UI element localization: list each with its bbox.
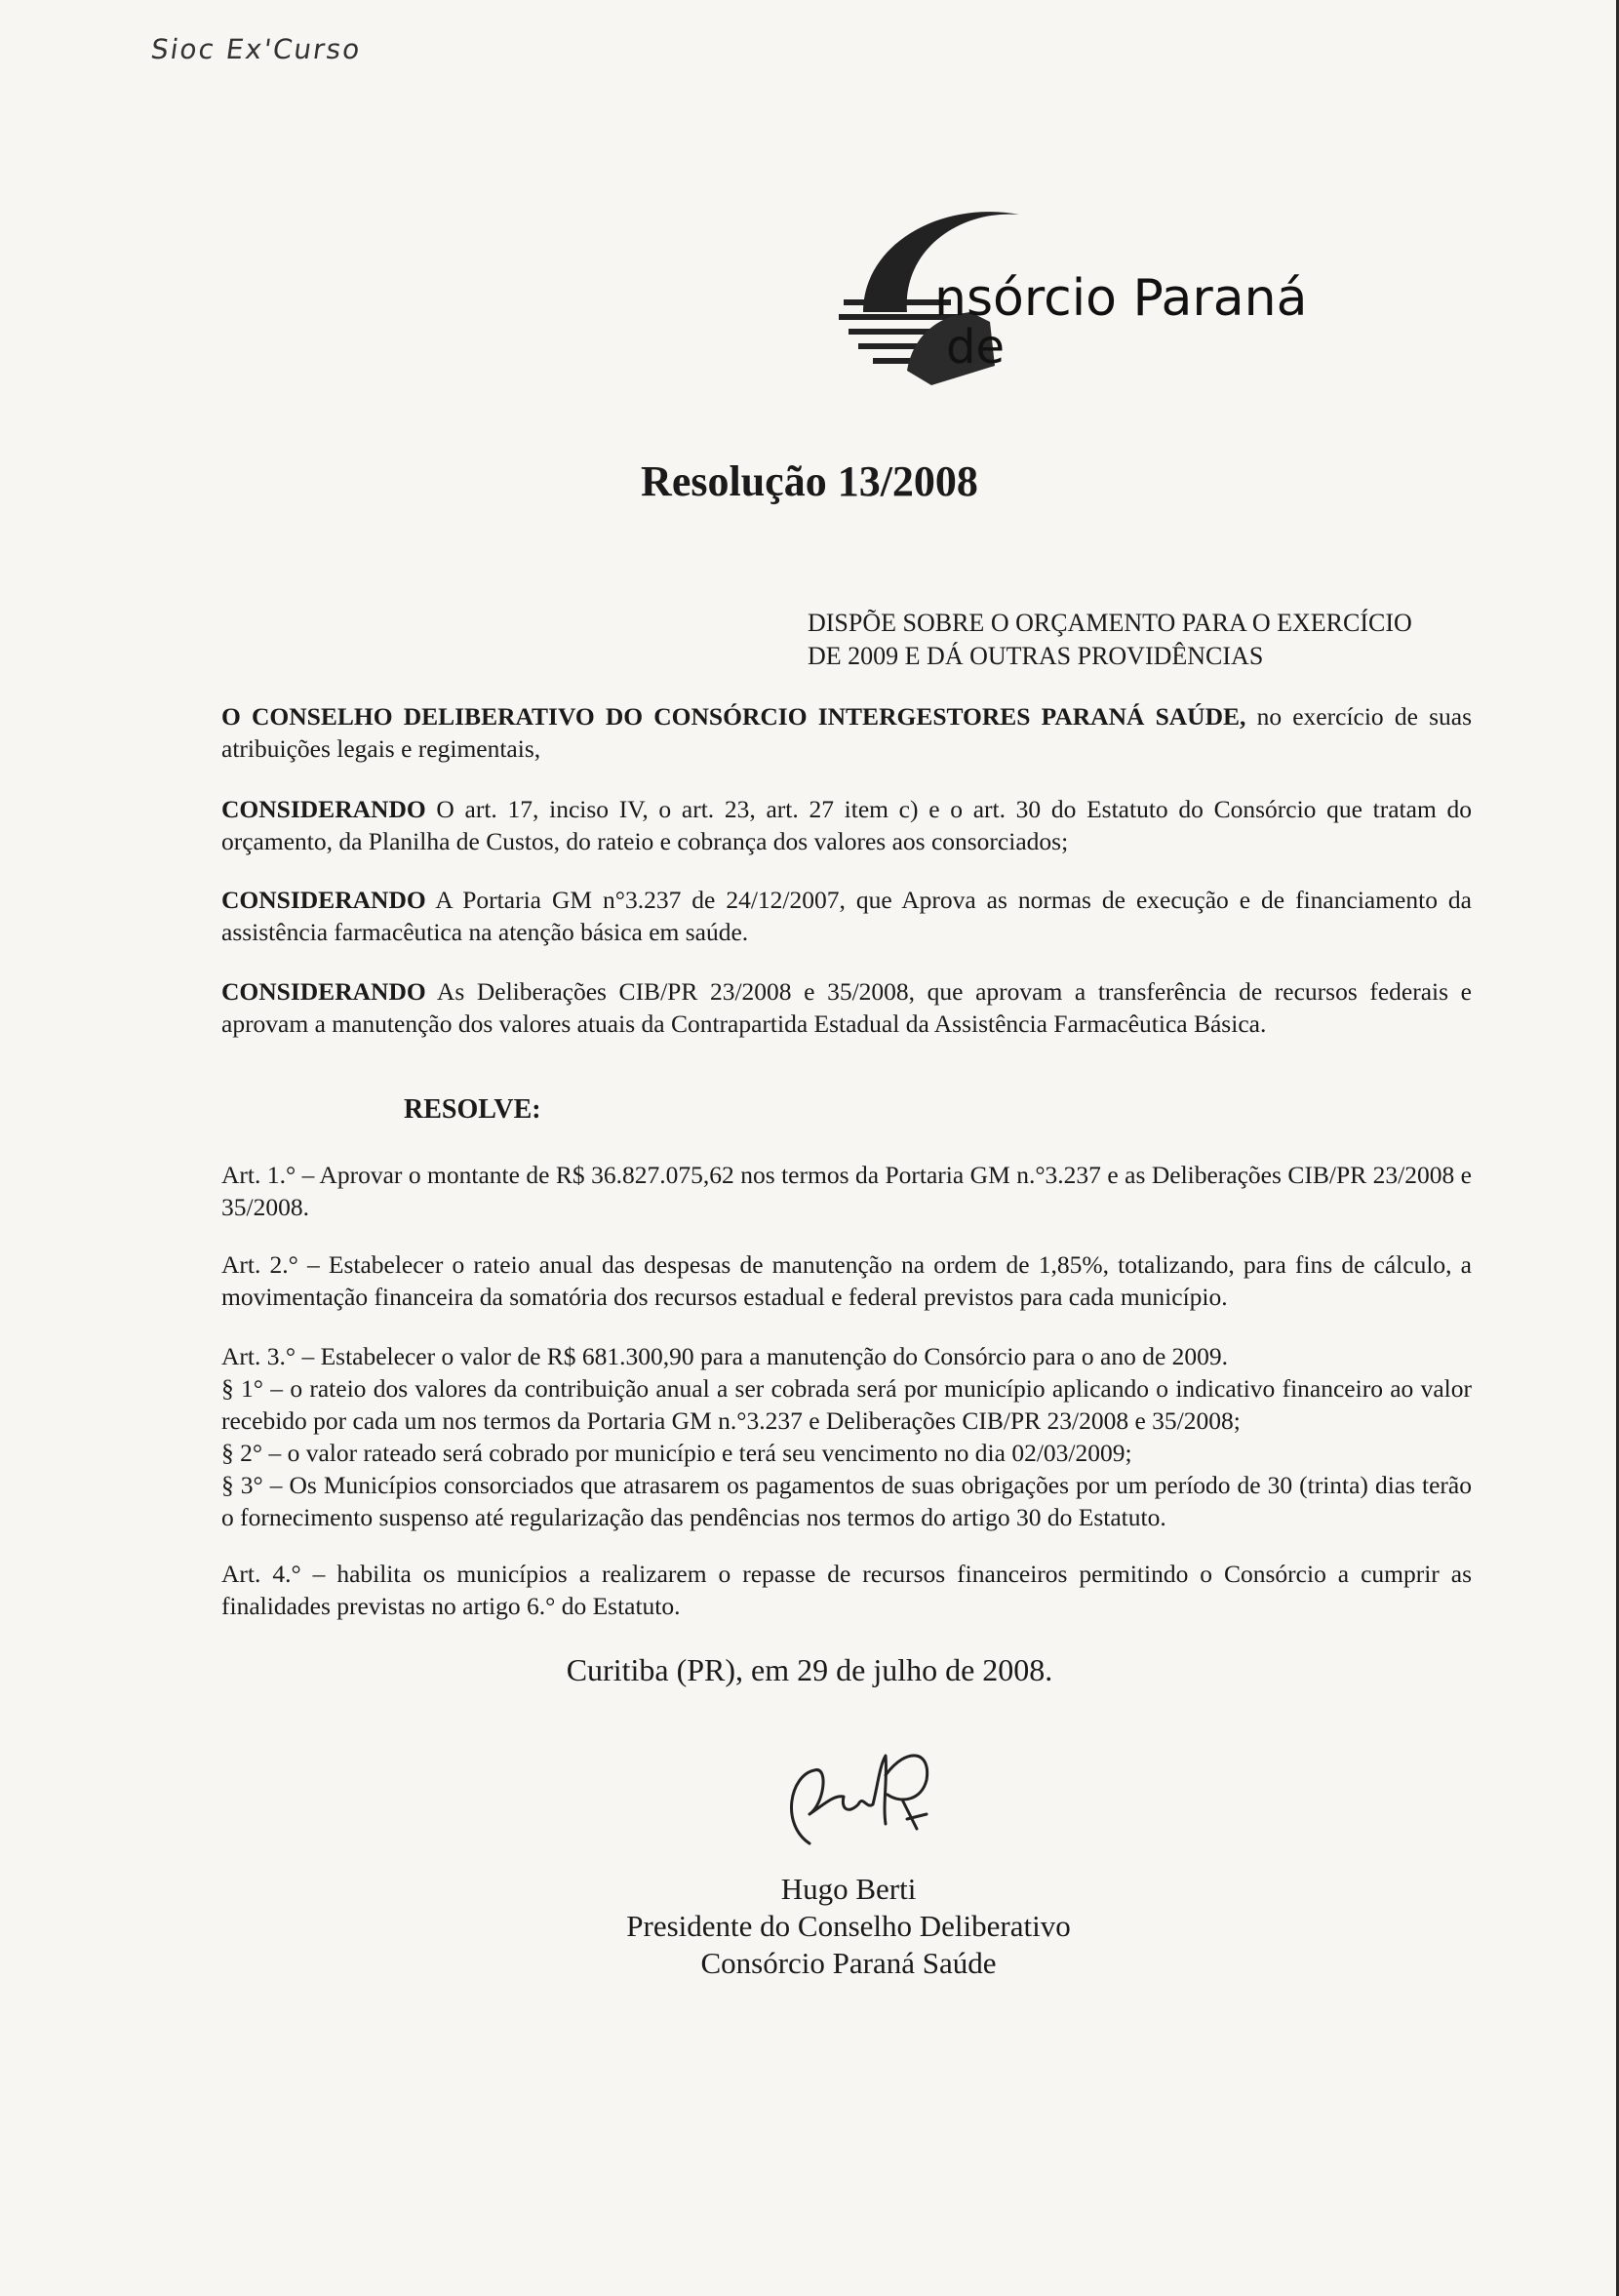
ementa [808,607,1490,673]
signatory-name: Hugo Berti [780,1872,917,1906]
closing-place-date: Curitiba (PR), em 29 de julho de 2008. [566,1652,1053,1687]
considerando-paragraph-1 [221,793,1472,857]
preamble-bold: O CONSELHO DELIBERATIVO DO CONSÓRCIO INTERGESTORES PARANÁ SAÚDE, [221,702,1246,731]
considerando-paragraph-2 [221,884,1472,948]
considerando-label: CONSIDERANDO [221,886,426,914]
preamble-rest: no exercício de suas atribuições legais e regimentais, [221,702,1472,763]
considerando-text: As Deliberações CIB/PR 23/2008 e 35/2008, que aprovam a transferência de recursos federais e aprovam a manutenção dos valores atuais da Contrapartida Estadual da Assistência Farmacêutica Básica. [221,977,1472,1038]
considerando-text: O art. 17, inciso IV, o art. 23, art. 27 item c) e o art. 30 do Estatuto do Consórcio que tratam do orçamento, da Planilha de Custos, do rateio e cobrança dos valores aos consorciados; [221,795,1472,855]
document-title: Resolução 13/2008 [641,457,978,505]
logo-text-line2: de [946,320,1005,375]
handwritten-note: Sioc Ex'Curso [148,33,364,65]
considerando-label: CONSIDERANDO [221,795,426,823]
resolve-heading: RESOLVE: [404,1094,541,1125]
article-3-paragraph-2: § 2° – o valor rateado será cobrado por município e terá seu vencimento no dia 02/03/2009; [221,1439,1132,1467]
ementa-line-2: DE 2009 E DÁ OUTRAS PROVIDÊNCIAS [808,642,1264,670]
article-4: Art. 4.° – habilita os municípios a realizarem o repasse de recursos financeiros permitindo o Consórcio a cumprir as finalidades previstas no artigo 6.° do Estatuto. [221,1560,1472,1620]
considerando-paragraph-3 [221,975,1472,1040]
logo-text-line1: nsórcio Paraná [934,269,1308,328]
article-3: Art. 3.° – Estabelecer o valor de R$ 681.300,90 para a manutenção do Consórcio para o ano de 2009. [221,1342,1229,1370]
preamble-paragraph [221,700,1472,765]
considerando-text: A Portaria GM n°3.237 de 24/12/2007, que Aprova as normas de execução e de financiamento da assistência farmacêutica na atenção básica em saúde. [221,886,1472,946]
signatory-block [566,1871,1131,1982]
article-3-paragraph-3: § 3° – Os Municípios consorciados que atrasarem os pagamentos de suas obrigações por um período de 30 (trinta) dias terão o fornecimento suspenso até regularização das pendências nos termos do artigo 30 do Estatuto. [221,1471,1472,1531]
article-1: Art. 1.° – Aprovar o montante de R$ 36.827.075,62 nos termos da Portaria GM n.°3.237 e as Deliberações CIB/PR 23/2008 e 35/2008. [221,1161,1472,1221]
considerando-label: CONSIDERANDO [221,977,426,1006]
handwritten-signature [770,1736,966,1863]
signatory-role: Presidente do Conselho Deliberativo [626,1909,1071,1943]
ementa-line-1: DISPÕE SOBRE O ORÇAMENTO PARA O EXERCÍCIO [808,609,1412,637]
signatory-org: Consórcio Paraná Saúde [700,1946,997,1980]
consorcio-logo [824,195,1331,410]
article-2: Art. 2.° – Estabelecer o rateio anual das despesas de manutenção na ordem de 1,85%, totalizando, para fins de cálculo, a movimentação financeira da somatória dos recursos estadual e federal previstos para cada município. [221,1250,1472,1311]
article-3-paragraph-1: § 1° – o rateio dos valores da contribuição anual a ser cobrada será por município aplicando o indicativo financeiro ao valor recebido por cada um nos termos da Portaria GM n.°3.237 e Deliberações CIB/PR 23/2008 e 35/2008; [221,1374,1472,1435]
